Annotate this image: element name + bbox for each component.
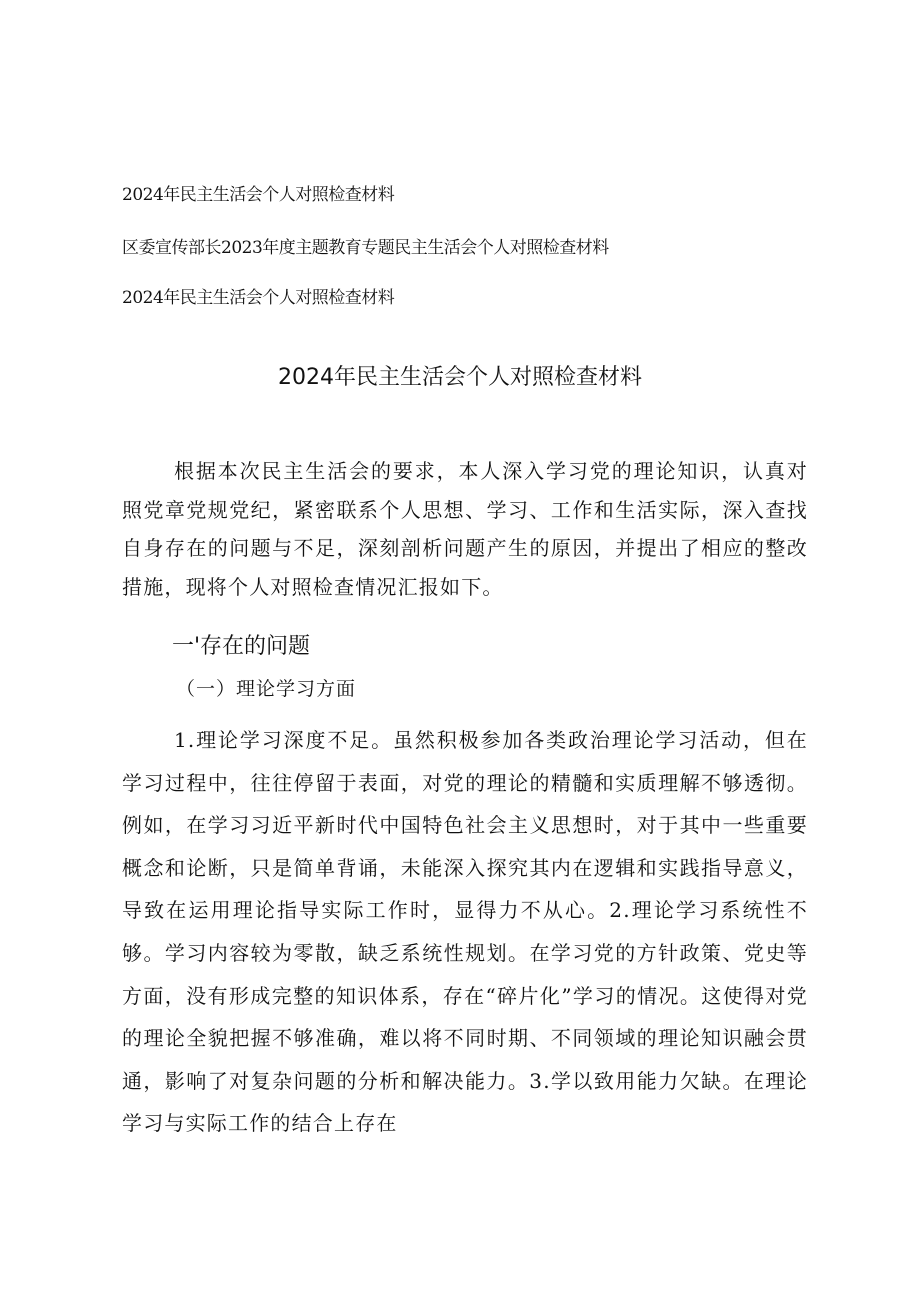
related-title-3: 2024年民主生活会个人对照检查材料 xyxy=(122,288,395,308)
related-title-1: 2024年民主生活会个人对照检查材料 xyxy=(122,185,395,205)
intro-paragraph: 根据本次民主生活会的要求，本人深入学习党的理论知识，认真对照党章党规党纪，紧密联系个人思想、学习、工作和生活实际，深入查找自身存在的问题与不足，深刻剖析问题产生的原因，并提出了相应的整改措施，现将个人对照检查情况汇报如下。 xyxy=(122,459,808,599)
document-title: 2024年民主生活会个人对照检查材料 xyxy=(278,365,642,390)
section-heading: 一'存在的问题 xyxy=(172,634,311,659)
problems-paragraph: 1.理论学习深度不足。虽然积极参加各类政治理论学习活动，但在学习过程中，往往停留于表面，对党的理论的精髓和实质理解不够透彻。例如，在学习习近平新时代中国特色社会主义思想时，对于其中一些重要概念和论断，只是简单背诵，未能深入探究其内在逻辑和实践指导意义，导致在运用理论指导实际工作时，显得力不从心。2.理论学习系统性不够。学习内容较为零散，缺乏系统性规划。在学习党的方针政策、党史等方面，没有形成完整的知识体系，存在“碎片化”学习的情况。这使得对党的理论全貌把握不够准确，难以将不同时期、不同领域的理论知识融会贯通，影响了对复杂问题的分析和解决能力。3.学以致用能力欠缺。在理论学习与实际工作的结合上存在 xyxy=(122,728,808,1136)
related-title-2: 区委宣传部长2023年度主题教育专题民主生活会个人对照检查材料 xyxy=(122,238,609,258)
subsection-heading: （一）理论学习方面 xyxy=(176,678,357,700)
